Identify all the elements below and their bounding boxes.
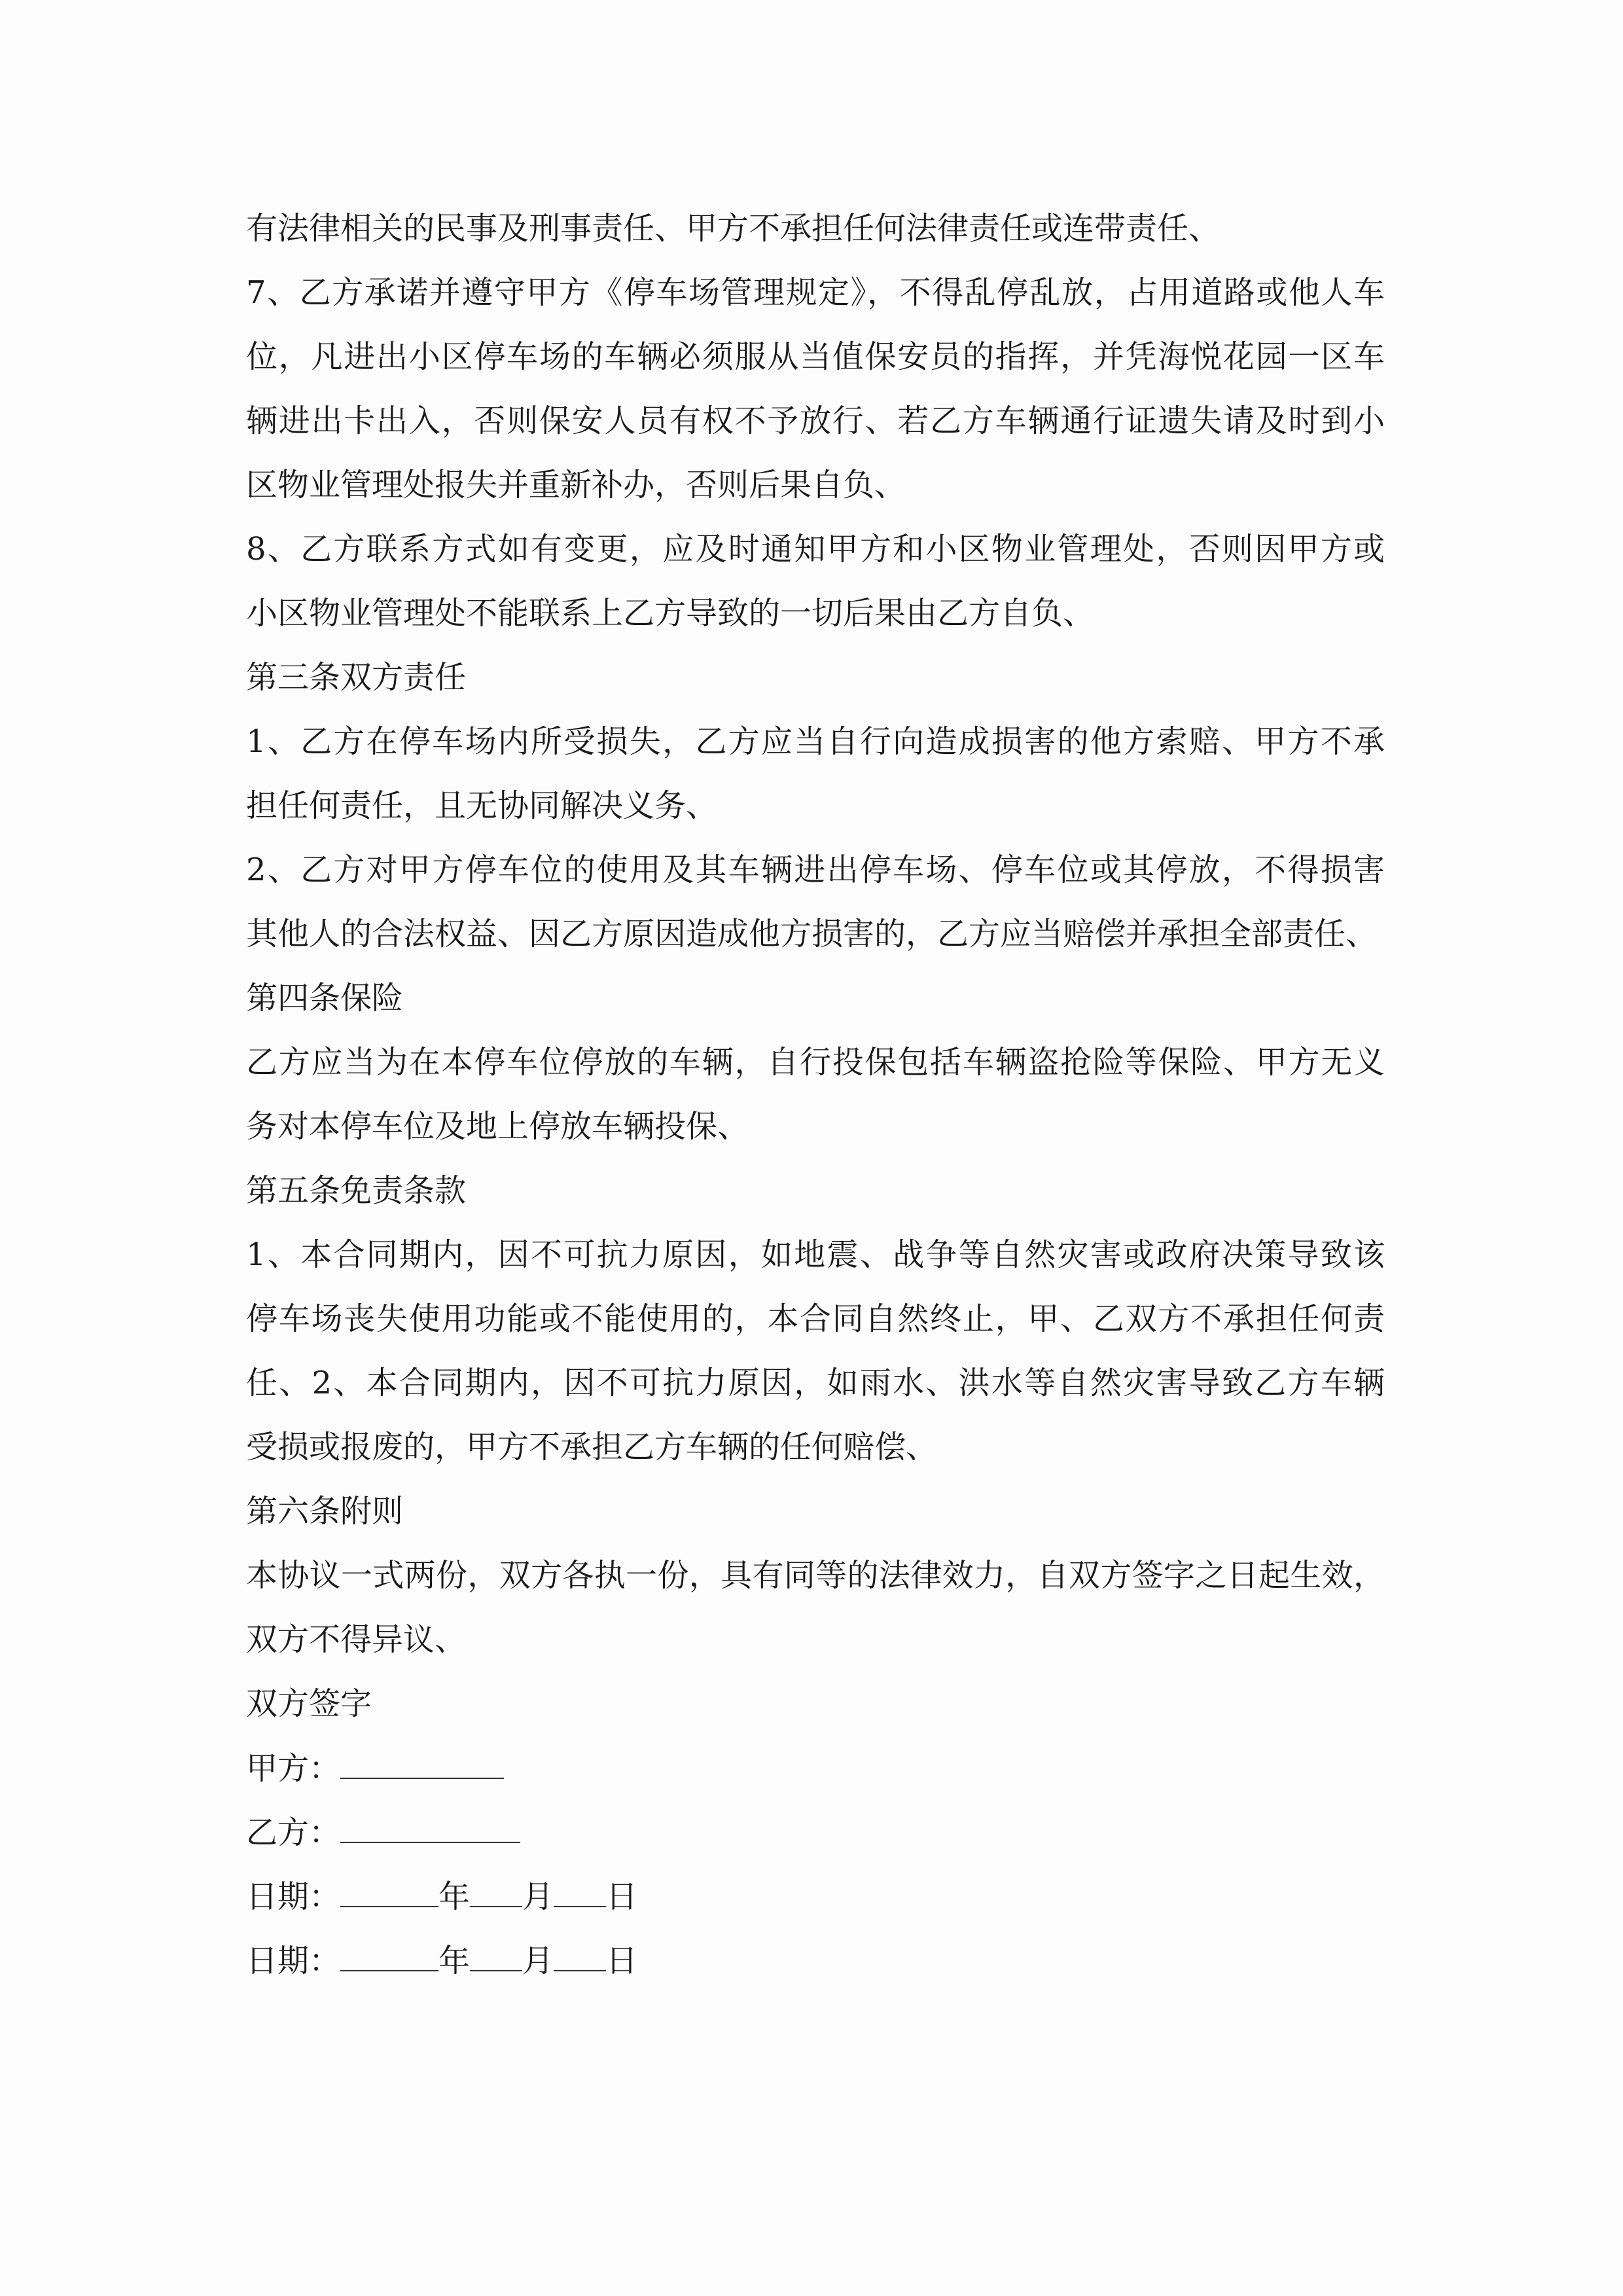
party-b-label: 乙方： [246,1814,341,1851]
day-label: 日 [606,1943,638,1979]
text-line: 乙方应当为在本停车位停放的车辆，自行投保包括车辆盗抢险等保险、甲方无义 [246,1044,1385,1081]
document-body [246,196,1385,1992]
year-label: 年 [438,1878,471,1915]
signature-heading: 双方签字 [246,1685,372,1722]
day-blank [554,1928,606,1971]
section-heading-article-3 [246,645,1385,709]
section-heading: 第三条双方责任 [246,659,467,696]
text-line: 双方不得异议、 [246,1621,467,1658]
section-heading: 第六条附则 [246,1493,404,1530]
year-label: 年 [438,1943,471,1979]
text-line: 辆进出卡出入，否则保安人员有权不予放行、若乙方车辆通行证遗失请及时到小 [246,403,1385,439]
paragraph-article-4 [246,1030,1385,1158]
text-line: 位，凡进出小区停车场的车辆必须服从当值保安员的指挥，并凭海悦花园一区车 [246,338,1385,375]
text-line: 有法律相关的民事及刑事责任、甲方不承担任何法律责任或连带责任、 [246,210,1221,247]
paragraph-clause-8 [246,517,1385,645]
date-row-1 [246,1864,1385,1928]
text-line: 担任何责任，且无协同解决义务、 [246,787,718,824]
paragraph-clause-7 [246,260,1385,517]
paragraph-article-3-item-1 [246,709,1385,838]
text-line: 8、乙方联系方式如有变更，应及时通知甲方和小区物业管理处，否则因甲方或 [246,531,1385,567]
text-line: 停车场丧失使用功能或不能使用的，本合同自然终止，甲、乙双方不承担任何责 [246,1300,1385,1337]
text-line: 区物业管理处报失并重新补办，否则后果自负、 [246,467,906,503]
text-line: 任、2、本合同期内，因不可抗力原因，如雨水、洪水等自然灾害导致乙方车辆 [246,1365,1385,1401]
section-heading-article-4 [246,966,1385,1030]
month-blank [470,1864,522,1907]
section-heading-article-5 [246,1158,1385,1223]
month-label: 月 [522,1878,554,1915]
signature-heading-block [246,1672,1385,1736]
section-heading-article-6 [246,1479,1385,1543]
text-line: 2、乙方对甲方停车位的使用及其车辆进出停车场、停车位或其停放，不得损害 [246,852,1385,888]
text-line: 1、本合同期内，因不可抗力原因，如地震、战争等自然灾害或政府决策导致该 [246,1236,1385,1273]
party-a-label: 甲方： [246,1750,341,1787]
section-heading: 第四条保险 [246,980,404,1016]
day-label: 日 [606,1878,638,1915]
paragraph-liability-tail [246,196,1385,260]
text-line: 务对本停车位及地上停放车辆投保、 [246,1108,749,1145]
day-blank [554,1864,606,1907]
paragraph-article-3-item-2 [246,838,1385,966]
year-blank [340,1928,438,1971]
signature-block [246,1736,1385,1992]
month-label: 月 [522,1943,554,1979]
party-b-blank [340,1800,520,1843]
party-a-signature-row [246,1736,1385,1800]
date-label: 日期： [246,1878,341,1915]
text-line: 本协议一式两份，双方各执一份，具有同等的法律效力，自双方签字之日起生效， [246,1557,1385,1594]
text-line: 7、乙方承诺并遵守甲方《停车场管理规定》，不得乱停乱放，占用道路或他人车 [246,274,1385,311]
paragraph-article-6 [246,1543,1385,1672]
text-line: 1、乙方在停车场内所受损失，乙方应当自行向造成损害的他方索赔、甲方不承 [246,723,1385,760]
month-blank [470,1928,522,1971]
party-a-blank [340,1736,504,1779]
party-b-signature-row [246,1800,1385,1864]
text-line: 小区物业管理处不能联系上乙方导致的一切后果由乙方自负、 [246,595,1095,632]
year-blank [340,1864,438,1907]
text-line: 受损或报废的，甲方不承担乙方车辆的任何赔偿、 [246,1429,938,1465]
date-label: 日期： [246,1943,341,1979]
date-row-2 [246,1928,1385,1992]
paragraph-article-5 [246,1223,1385,1479]
section-heading: 第五条免责条款 [246,1172,467,1209]
text-line: 其他人的合法权益、因乙方原因造成他方损害的，乙方应当赔偿并承担全部责任、 [246,916,1378,952]
